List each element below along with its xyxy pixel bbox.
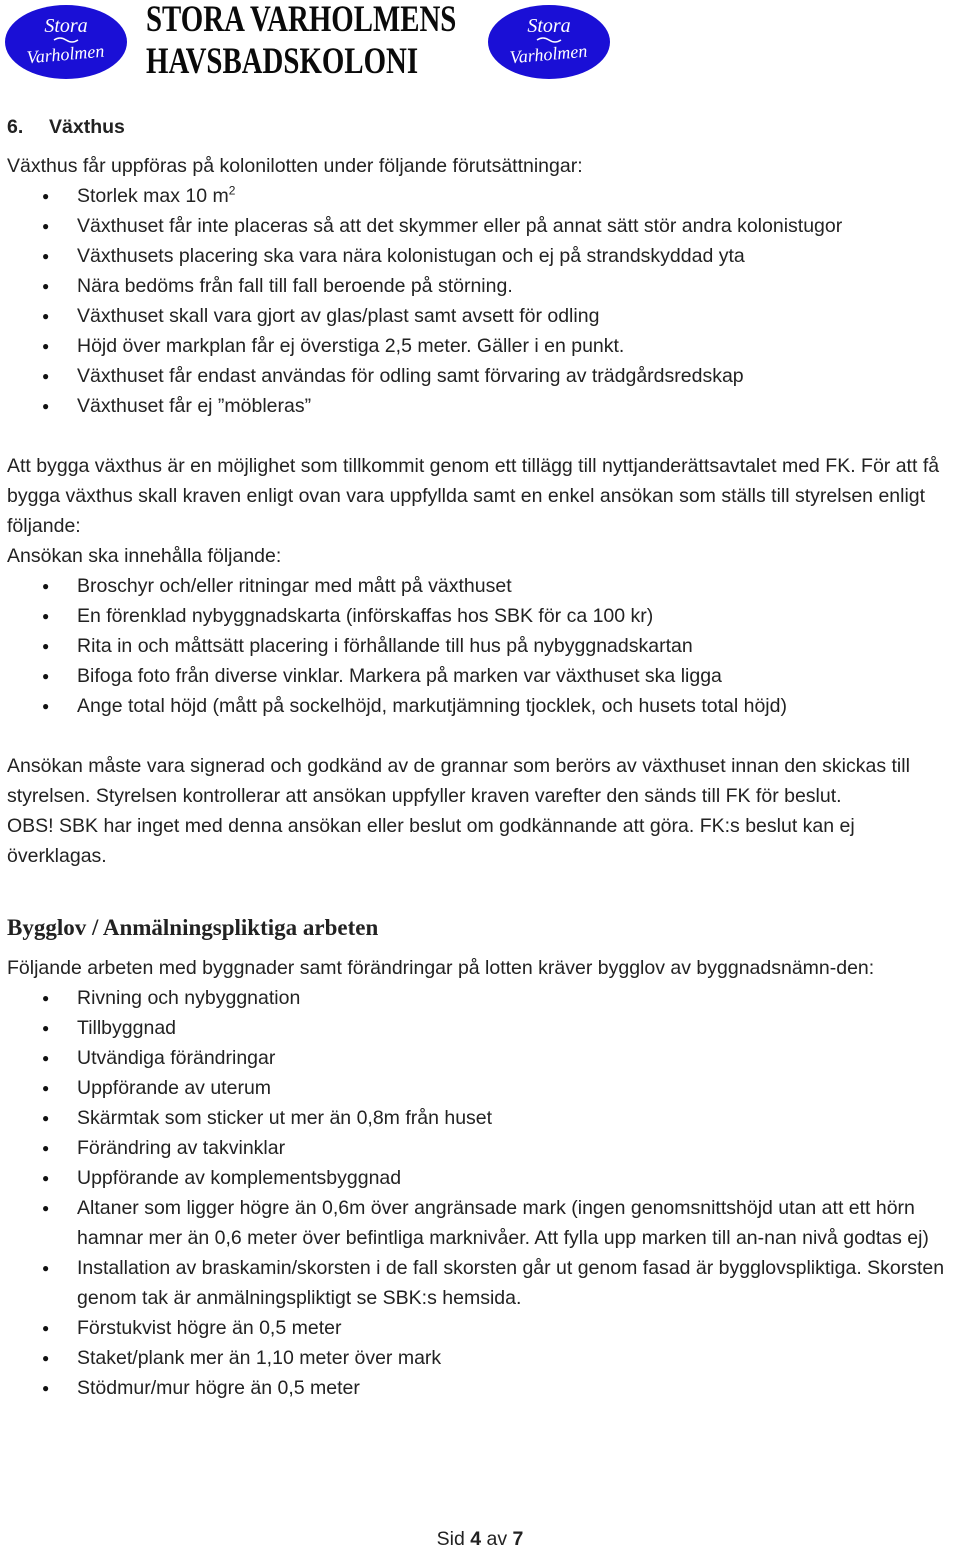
application-list [7,571,952,721]
paragraph: Ansökan måste vara signerad och godkänd av de grannar som berörs av växthuset innan den skickas till styrelsen. Styrelsen kontrollerar att ansökan uppfyller kraven varefter den sänds till FK för beslut. [7,755,910,807]
footer-page-number: 4 [470,1528,482,1550]
paragraph: OBS! SBK har inget med denna ansökan eller beslut om godkännande att göra. FK:s beslut kan ej överklagas. [7,815,855,867]
logo-text-line2: Varholmen [508,40,589,68]
footer-prefix: Sid [436,1528,465,1550]
list-item: ● Skärmtak som sticker ut mer än 0,8m från huset [7,1103,952,1133]
list-item: ● Rita in och måttsätt placering i förhållande till hus på nybyggnadskartan [7,631,952,661]
logo-text-line2: Varholmen [25,40,106,68]
list-item: ● Tillbyggnad [7,1013,952,1043]
logo-text-line1: Stora [44,15,88,37]
list-item: ● Växthuset skall vara gjort av glas/plast samt avsett för odling [7,301,952,331]
list-item: ● Installation av braskamin/skorsten i de fall skorsten går ut genom fasad är bygglovspliktiga. Skorsten genom tak är anmälningspliktigt se SBK:s hemsida. [7,1253,952,1313]
list-item: ● Staket/plank mer än 1,10 meter över mark [7,1343,952,1373]
stora-varholmen-logo-right [487,4,611,80]
paragraph: Att bygga växthus är en möjlighet som tillkommit genom ett tillägg till nyttjanderättsavtalet med FK. För att få bygga växthus skall kraven enligt ovan vara uppfyllda samt en enkel ansökan som ställs till styrelsen enligt följande: [7,455,940,537]
list-item: ● Förstukvist högre än 0,5 meter [7,1313,952,1343]
bygglov-list [7,983,952,1403]
bygglov-intro: Följande arbeten med byggnader samt förändringar på lotten kräver bygglov av byggnadsnämn-den: [7,957,875,979]
list-item: ● Nära bedöms från fall till fall beroende på störning. [7,271,952,301]
page-header [0,0,960,88]
logo-text-line1: Stora [527,15,571,37]
bygglov-heading: Bygglov / Anmälningspliktiga arbeten [7,915,379,940]
section-intro: Växthus får uppföras på kolonilotten under följande förutsättningar: [7,155,583,177]
list-item-text: Storlek max 10 m [77,185,229,207]
document-body [7,112,952,1403]
title-line1: STORA VARHOLMENS [146,0,457,40]
list-item: ● Uppförande av uterum [7,1073,952,1103]
conditions-list [7,181,952,421]
list-item: ● Stödmur/mur högre än 0,5 meter [7,1373,952,1403]
list-item: ● Utvändiga förändringar [7,1043,952,1073]
list-item [7,181,952,211]
section-title: Växthus [49,116,125,138]
title-line2: HAVSBADSKOLONI [146,41,419,82]
list-item: ● Rivning och nybyggnation [7,983,952,1013]
list-item: ● Höjd över markplan får ej överstiga 2,5 meter. Gäller i en punkt. [7,331,952,361]
list-item: ● Växthuset får inte placeras så att det skymmer eller på annat sätt stör andra kolonistugor [7,211,952,241]
list-item: ● Altaner som ligger högre än 0,6m över angränsade mark (ingen genomsnittshöjd utan att ett hörn hamnar mer än 0,6 meter över befintliga marknivåer. Att fylla upp marken till an-nan nivå godtas ej) [7,1193,952,1253]
organization-title [146,0,457,82]
list-item: ● Förändring av takvinklar [7,1133,952,1163]
list-item: ● Broschyr och/eller ritningar med mått på växthuset [7,571,952,601]
list-item: ● Växthusets placering ska vara nära kolonistugan och ej på strandskyddad yta [7,241,952,271]
list-item: ● Uppförande av komplementsbyggnad [7,1163,952,1193]
section-heading [7,112,952,142]
superscript: 2 [228,183,236,198]
application-intro: Ansökan ska innehålla följande: [7,545,282,567]
footer-total-pages: 7 [512,1528,524,1550]
section-number: 6. [7,116,24,138]
list-item: ● Växthuset får ej ”möbleras” [7,391,952,421]
page-footer [0,1524,960,1554]
list-item: ● Bifoga foto från diverse vinklar. Markera på marken var växthuset ska ligga [7,661,952,691]
list-item: ● Växthuset får endast användas för odling samt förvaring av trädgårdsredskap [7,361,952,391]
footer-middle: av [486,1528,508,1550]
list-item: ● Ange total höjd (mått på sockelhöjd, markutjämning tjocklek, och husets total höjd) [7,691,952,721]
list-item: ● En förenklad nybyggnadskarta (införskaffas hos SBK för ca 100 kr) [7,601,952,631]
stora-varholmen-logo-left [4,4,128,80]
